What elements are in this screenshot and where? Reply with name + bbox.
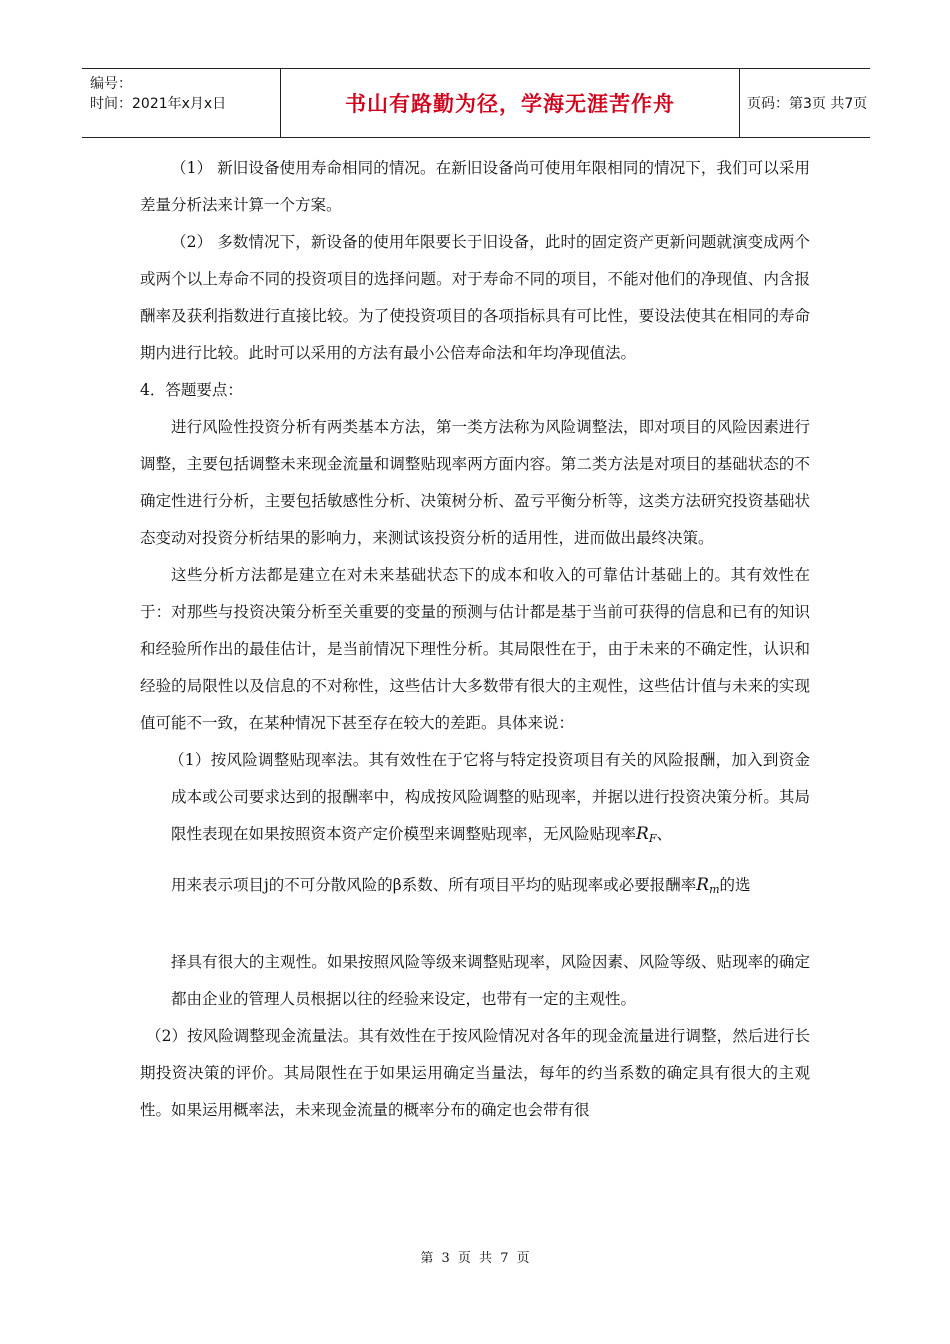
list-item-risk-adjusted-discount — [140, 742, 810, 1018]
page-footer: 第 3 页 共 7 页 — [420, 1251, 530, 1266]
item-text-e: 择具有很大的主观性。如果按照风险等级来调整贴现率，风险因素、风险等级、贴现率的确定都由企业的管理人员根据以往的经验来设定，也带有一定的主观性。 — [171, 953, 810, 1008]
document-body — [140, 150, 810, 1129]
page-code: 页码：第3页 共7页 — [747, 96, 868, 112]
header-motto — [280, 69, 740, 137]
risk-free-rate-symbol: $R_F$ — [636, 824, 657, 845]
item-text-d: 的选 — [719, 876, 751, 894]
item-text-b: 、 — [656, 825, 672, 843]
item-text-c: 用来表示项目j的不可分散风险的β系数、所有项目平均的贴现率或必要报酬率 — [171, 876, 697, 894]
section-heading-answer-points: 4．答题要点： — [140, 381, 243, 399]
header-meta — [82, 69, 280, 137]
page-header — [82, 68, 870, 138]
paragraph-same-lifespan: （1） 新旧设备使用寿命相同的情况。在新旧设备尚可使用年限相同的情况下，我们可以采用差量分析法来计算一个方案。 — [140, 159, 810, 214]
paragraph-risk-methods: 进行风险性投资分析有两类基本方法，第一类方法称为风险调整法，即对项目的风险因素进行调整，主要包括调整未来现金流量和调整贴现率两方面内容。第二类方法是对项目的基础状态的不确定性进行分析，主要包括敏感性分析、决策树分析、盈亏平衡分析等，这类方法研究投资基础状态变动对投资分析结果的影响力，来测试该投资分析的适用性，进而做出最终决策。 — [140, 418, 810, 547]
date-label: 时间：2021年x月x日 — [90, 96, 227, 112]
paragraph-effectiveness-limits: 这些分析方法都是建立在对未来基础状态下的成本和收入的可靠估计基础上的。其有效性在于：对那些与投资决策分析至关重要的变量的预测与估计都是基于当前可获得的信息和已有的知识和经验所作出的最佳估计，是当前情况下理性分析。其局限性在于，由于未来的不确定性，认识和经验的局限性以及信息的不对称性，这些估计大多数带有很大的主观性，这些估计值与未来的实现值可能不一致，在某种情况下甚至存在较大的差距。具体来说： — [140, 566, 810, 732]
item-text-a: （1）按风险调整贴现率法。其有效性在于它将与特定投资项目有关的风险报酬，加入到资金成本或公司要求达到的报酬率中，构成按风险调整的贴现率，并据以进行投资决策分析。其局限性表现在如果按照资本资产定价模型来调整贴现率，无风险贴现率 — [169, 751, 810, 843]
list-item-risk-adjusted-cashflow: （2）按风险调整现金流量法。其有效性在于按风险情况对各年的现金流量进行调整，然后进行长期投资决策的评价。其局限性在于如果运用确定当量法，每年的约当系数的确定具有很大的主观性。如果运用概率法，未来现金流量的概率分布的确定也会带有很 — [140, 1027, 810, 1119]
paragraph-different-lifespan: （2） 多数情况下，新设备的使用年限要长于旧设备，此时的固定资产更新问题就演变成两个或两个以上寿命不同的投资项目的选择问题。对于寿命不同的项目，不能对他们的净现值、内含报酬率及获利指数进行直接比较。为了使投资项目的各项指标具有可比性，要设法使其在相同的寿命期内进行比较。此时可以采用的方法有最小公倍寿命法和年均净现值法。 — [140, 233, 810, 362]
market-return-symbol: $R_m$ — [696, 875, 720, 896]
motto-text: 书山有路勤为径，学海无涯苦作舟 — [345, 92, 675, 116]
serial-label: 编号： — [90, 76, 132, 92]
